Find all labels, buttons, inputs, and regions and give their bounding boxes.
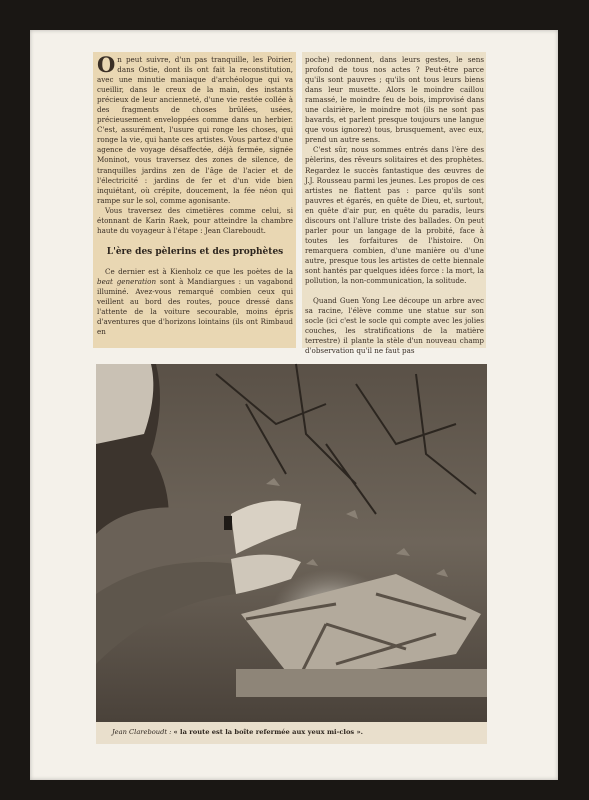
paragraph-text: n peut suivre, d'un pas tranquille, les Poirier, dans Ostie, dont ils ont fait la reconstitution, avec une minutie maniaque d'archéologue qui va cueillir, dans le creux de la main, des instants précieux de leur ancienneté, d'une vie restée collée à des fragments de choses brûlées, usées, précieusement enveloppées comme dans un herbier. C'est, assurément, l'usure qui ronge les choses, qui ronge la vie, qui hante ces artistes. Vous partez d'une agence de voyage désaffectée, déjà fermée, signée Moninot, vous traversez des zones de silence, de tranquilles jardins zen de l'âge de l'acier et de l'électricité : jardins de fer et d'un vide bien inquiétant, où crépite, doucement, la fée néon qui rampe sur le sol, comme agonisante. — [97, 55, 293, 205]
paragraph-text: sont à Mandiargues : un vagabond illuminé. Avez-vous remarqué combien ceux qui veillent au bord des routes, pouce dressé dans l'attente de la voiture secourable, moins épris d'aventures que d'horizons lointains (ils ont Rimbaud en — [97, 276, 293, 337]
watch — [224, 516, 232, 530]
paragraph: Vous traversez des cimetières comme celui, si étonnant de Karin Raek, pour atteindre la chambre haute du voyageur à l'étape : Jean Clareboudt. — [97, 205, 293, 235]
section-heading: L'ère des pèlerins et des prophètes — [106, 246, 284, 257]
paragraph: poche) redonnent, dans leurs gestes, le sens profond de tous nos actes ? Peut-être parce qu'ils sont pauvres ; qu'ils ont tous leurs biens dans leur musette. Alors le moindre caillou ramassé, le moindre feu de bois, improvisé dans une clairière, le moindre mot (ils ne sont pas bavards, et parlent presque toujours une langue que vous ignorez) tous, brusquement, avec eux, prend un autre sens. — [305, 55, 484, 145]
photo-caption — [112, 728, 482, 737]
paragraph — [97, 267, 293, 337]
ground-board — [236, 669, 487, 697]
article-column-right — [305, 55, 484, 356]
paragraph: Quand Guen Yong Lee découpe un arbre avec sa racine, l'élève comme une statue sur son socle (ici c'est le socle qui compte avec les jolies couches, les stratifications de la matière terrestre) il plante la stèle d'un nouveau champ d'observation qu'il ne faut pas — [305, 296, 484, 356]
italic-text: beat generation — [97, 276, 157, 286]
press-photo — [96, 364, 487, 722]
caption-credit: Jean Clareboudt : — [112, 728, 174, 736]
paragraph-text: Ce dernier est à Kienholz ce que les poètes de la — [105, 266, 293, 276]
article-column-left — [97, 52, 293, 347]
caption-quote: « la route est la boîte refermée aux yeux mi-clos ». — [173, 728, 364, 736]
drop-cap: O — [97, 52, 116, 77]
paragraph — [97, 52, 293, 206]
paragraph: C'est sûr, nous sommes entrés dans l'ère des pèlerins, des rêveurs solitaires et des prophètes. Regardez le succès fantastique des œuvres de J.J. Rousseau parmi les jeunes. Les propos de ces artistes ne flattent pas : parce qu'ils sont pauvres et égarés, en quête de Dieu, et, surtout, en quête d'air pur, en quête du paradis, leurs discours ont l'allure triste des ballades. On peut parler pour un langage de la probité, face à toutes les forfaitures de l'histoire. On remarquera combien, d'une manière ou d'une autre, presque tous les artistes de cette biennale sont hantés par quelques idées force : la mort, la pollution, la non-communication, la solitude. — [305, 145, 484, 286]
